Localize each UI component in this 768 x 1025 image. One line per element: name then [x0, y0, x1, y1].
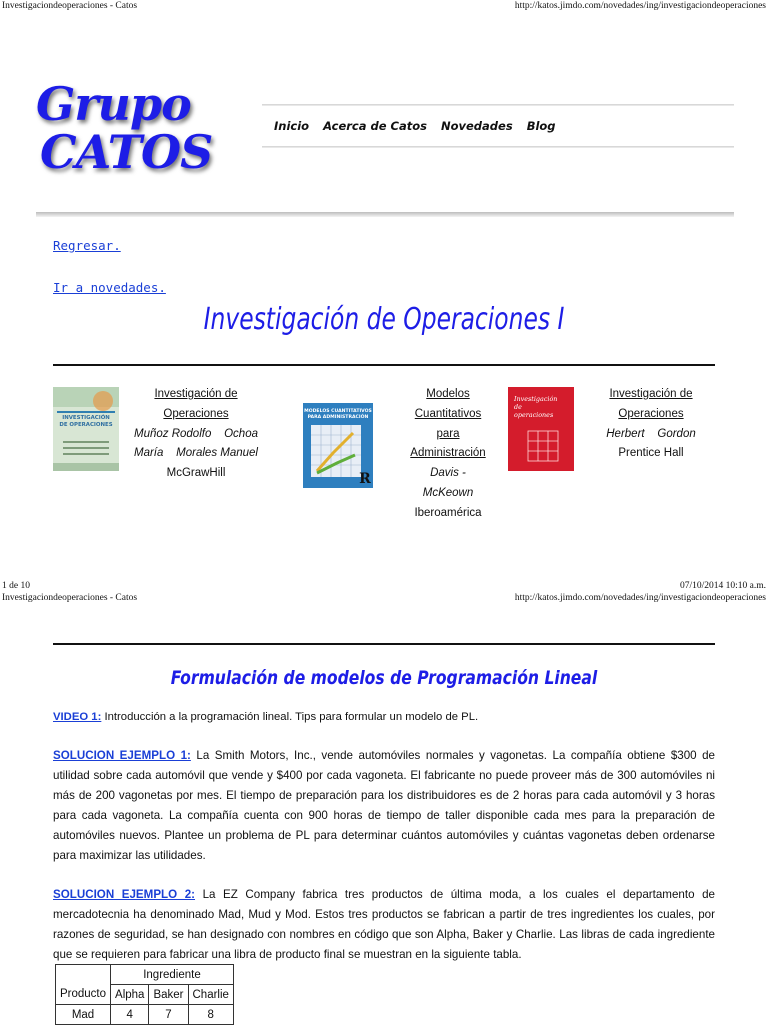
logo-line-2: CATOS — [40, 125, 213, 179]
table-cell-baker: 7 — [149, 1005, 188, 1025]
table-col-alpha: Alpha — [111, 985, 149, 1005]
svg-text:DE OPERACIONES: DE OPERACIONES — [59, 422, 113, 428]
example-1-link[interactable]: SOLUCION EJEMPLO 1: — [53, 749, 191, 762]
site-logo[interactable] — [36, 77, 213, 179]
section-title: Formulación de modelos de Programación Lineal — [170, 667, 598, 689]
svg-text:INVESTIGACIÓN: INVESTIGACIÓN — [62, 415, 110, 421]
example-2-text: La EZ Company fabrica tres productos de última moda, a los cuales el departamento de mercadotecnia ha denominado Mad, Mud y Mod. Estos tres productos se fabrican a partir de tres ingredientes los cuales, por razones de seguridad, se han designado con nombres en código que son Alpha, Baker y Charlie. Las libras de cada ingrediente que se requieren para fabricar una libra de producto final se muestran en la siguiente tabla. — [53, 888, 715, 961]
book-info-1 — [126, 385, 266, 484]
table-col-charlie: Charlie — [188, 985, 233, 1005]
title-rule — [53, 364, 715, 366]
table-col-producto: Producto — [56, 985, 111, 1005]
book-2-author-line-2: McKeown — [422, 486, 474, 499]
print-header-url: http://katos.jimdo.com/novedades/ing/investigaciondeoperaciones — [514, 1, 766, 11]
book-2-cover-letter: R — [359, 471, 371, 487]
book-info-2 — [398, 385, 498, 524]
print-footer-datetime: 07/10/2014 10:10 a.m. — [679, 581, 766, 591]
book-1-author-line-1: Muñoz Rodolfo Ochoa — [133, 427, 258, 440]
page-title: Investigación de Operaciones I — [203, 302, 565, 337]
table-group-header: Ingrediente — [111, 965, 234, 985]
table-cell-charlie: 8 — [188, 1005, 233, 1025]
table-row — [56, 1005, 234, 1025]
video-1 — [53, 711, 478, 723]
svg-text:de: de — [514, 403, 522, 411]
example-2-link[interactable]: SOLUCION EJEMPLO 2: — [53, 888, 196, 901]
book-1-title-line-1: Investigación de — [154, 388, 238, 400]
video-1-link[interactable]: VIDEO 1: — [53, 711, 102, 723]
news-link[interactable]: Ir a novedades. — [53, 280, 166, 295]
section-rule — [53, 643, 715, 645]
header-divider — [36, 212, 734, 217]
book-1-publisher: McGrawHill — [166, 467, 226, 480]
book-cover-1[interactable] — [53, 387, 119, 471]
book-cover-3[interactable] — [508, 387, 574, 471]
book-2-publisher: Iberoamérica — [414, 506, 482, 519]
svg-text:PARA ADMINISTRACIÓN: PARA ADMINISTRACIÓN — [307, 415, 369, 420]
table-cell-alpha: 4 — [111, 1005, 149, 1025]
nav-top-line — [262, 104, 734, 106]
book-info-3 — [590, 385, 712, 464]
book-2-title-line-1: Modelos — [426, 388, 470, 400]
print-header-2-title: Investigaciondeoperaciones - Catos — [2, 593, 138, 603]
example-1 — [53, 746, 715, 866]
video-1-text: Introducción a la programación lineal. Tips para formular un modelo de PL. — [101, 711, 479, 723]
svg-text:Investigación: Investigación — [514, 395, 558, 403]
table-cell-product: Mad — [56, 1005, 111, 1025]
nav-item-inicio[interactable]: Inicio — [274, 119, 310, 133]
book-2-title-line-4: Administración — [410, 447, 486, 460]
print-header-2-url: http://katos.jimdo.com/novedades/ing/investigaciondeoperaciones — [514, 593, 766, 603]
print-header-title: Investigaciondeoperaciones - Catos — [2, 1, 138, 11]
book-cover-2[interactable] — [303, 403, 373, 488]
nav-item-novedades[interactable]: Novedades — [440, 119, 513, 133]
nav-item-blog[interactable]: Blog — [526, 119, 556, 133]
book-1-title-line-2: Operaciones — [163, 407, 229, 420]
book-1-author-line-2: María Morales Manuel — [134, 447, 258, 460]
nav-item-acerca[interactable]: Acerca de Catos — [323, 119, 427, 133]
book-2-title-line-2: Cuantitativos — [414, 407, 482, 420]
back-link[interactable]: Regresar. — [53, 238, 121, 253]
nav-bottom-line — [262, 146, 734, 148]
book-3-publisher: Prentice Hall — [618, 447, 684, 460]
print-footer-page: 1 de 10 — [2, 581, 30, 591]
table-corner — [56, 965, 111, 985]
ingredient-table — [55, 964, 234, 1025]
logo-line-1: Grupo — [36, 77, 191, 131]
table-col-baker: Baker — [149, 985, 188, 1005]
example-2 — [53, 885, 715, 965]
book-3-author-line-1: Herbert Gordon — [606, 427, 696, 440]
main-nav — [274, 119, 556, 133]
svg-text:MODELOS CUANTITATIVOS: MODELOS CUANTITATIVOS — [304, 409, 372, 414]
book-2-author-line-1: Davis - — [430, 467, 466, 480]
book-3-title-line-1: Investigación de — [609, 388, 693, 400]
book-2-title-line-3: para — [436, 427, 460, 440]
example-1-text: La Smith Motors, Inc., vende automóviles normales y vagonetas. La compañía obtiene $300 de utilidad sobre cada automóvil que vende y $400 por cada vagoneta. El fabricante no puede proveer más de 300 automóviles ni más de 200 vagonetas por mes. El tiempo de preparación para los distribuidores es de 2 horas para cada automóvil y 3 horas para cada vagoneta. La compañía cuenta con 900 horas de tiempo de taller disponible cada mes para la preparación de automóviles nuevos. Plantee un problema de PL para determinar cuántos automóviles y cuántas vagonetas deben ordenarse para maximizar las utilidades. — [53, 749, 715, 862]
svg-text:operaciones: operaciones — [514, 411, 554, 419]
book-3-title-line-2: Operaciones — [618, 407, 684, 420]
